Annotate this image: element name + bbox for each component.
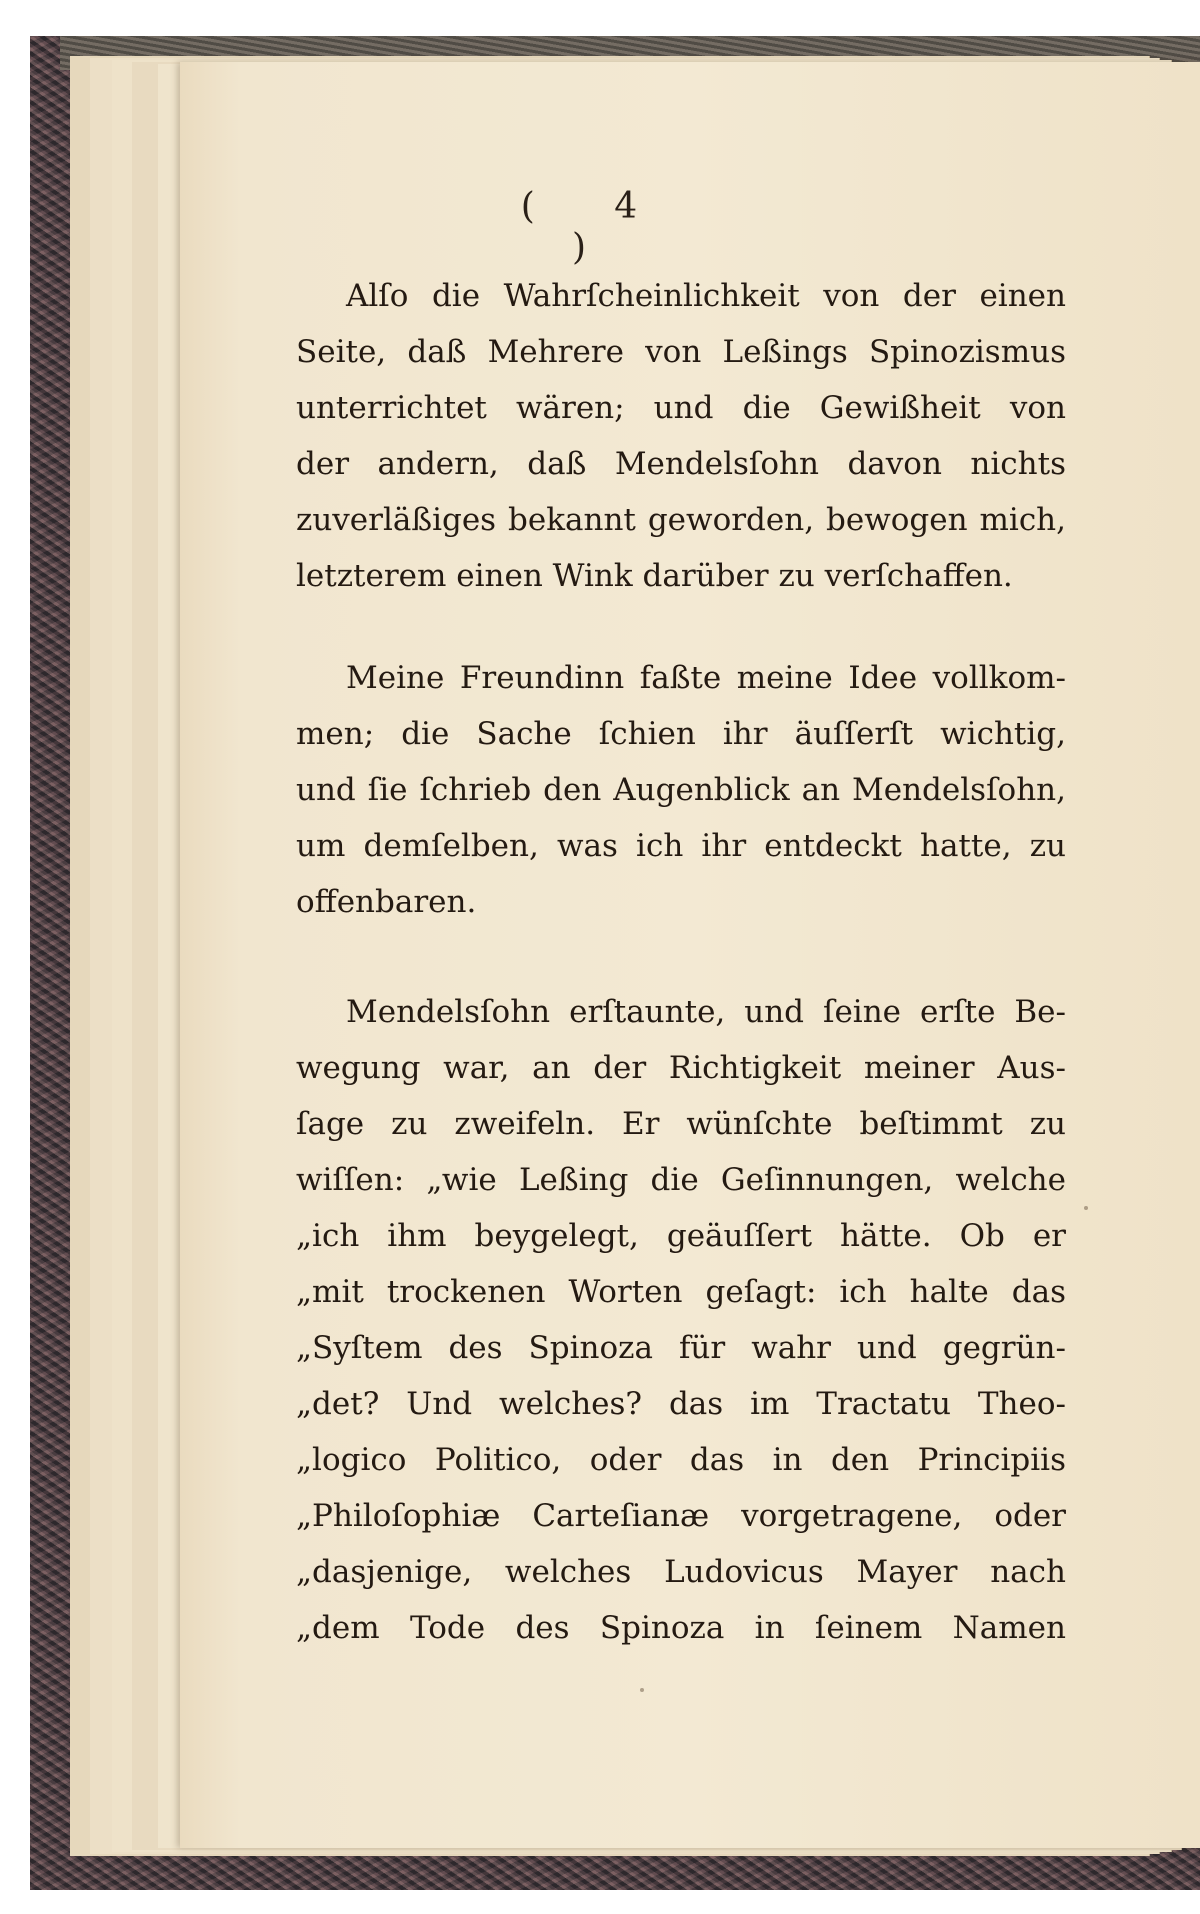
paragraph-3 bbox=[296, 984, 1066, 1656]
text-line: der andern, daß Mendelsſohn davon nichts bbox=[296, 446, 1066, 482]
text-line: „ich ihm beygelegt, geäuſſert hätte. Ob er bbox=[296, 1218, 1066, 1254]
text-line: Seite, daß Mehrere von Leßings Spinozismus bbox=[296, 334, 1066, 370]
text-line: Meine Freundinn faßte meine Idee vollkom- bbox=[346, 660, 1066, 696]
text-line: „Syſtem des Spinoza für wahr und gegrün- bbox=[296, 1330, 1066, 1366]
paragraph-2 bbox=[296, 650, 1066, 930]
page-number: ( 4 ) bbox=[520, 186, 672, 268]
text-line: „Philoſophiæ Carteſianæ vorgetragene, oder bbox=[296, 1498, 1066, 1534]
paper-speck bbox=[640, 1688, 644, 1692]
text-line: um demſelben, was ich ihr entdeckt hatte, zu bbox=[296, 828, 1066, 864]
text-line: zuverläßiges bekannt geworden, bewogen mich, bbox=[296, 502, 1066, 538]
text-line: Mendelsſohn erſtaunte, und ſeine erſte Be- bbox=[346, 994, 1066, 1030]
paper-speck bbox=[1084, 1206, 1088, 1210]
text-line: „dem Tode des Spinoza in ſeinem Namen bbox=[296, 1610, 1066, 1646]
text-line: wiſſen: „wie Leßing die Geſinnungen, welche bbox=[296, 1162, 1066, 1198]
paragraph-1 bbox=[296, 268, 1066, 604]
text-line: men; die Sache ſchien ihr äuſſerſt wichtig, bbox=[296, 716, 1066, 752]
text-line: Alſo die Wahrſcheinlichkeit von der einen bbox=[346, 278, 1066, 314]
text-line: unterrichtet wären; und die Gewißheit von bbox=[296, 390, 1066, 426]
text-line: und ſie ſchrieb den Augenblick an Mendelsſohn, bbox=[296, 772, 1066, 808]
text-line: „det? Und welches? das im Tractatu Theo- bbox=[296, 1386, 1066, 1422]
text-line: offenbaren. bbox=[296, 884, 477, 920]
text-line: wegung war, an der Richtigkeit meiner Aus- bbox=[296, 1050, 1066, 1086]
text-line: „dasjenige, welches Ludovicus Mayer nach bbox=[296, 1554, 1066, 1590]
text-line: „logico Politico, oder das in den Principiis bbox=[296, 1442, 1066, 1478]
text-line: letzterem einen Wink darüber zu verſchaffen. bbox=[296, 558, 1013, 594]
text-line: ſage zu zweifeln. Er wünſchte beſtimmt zu bbox=[296, 1106, 1066, 1142]
text-line: „mit trockenen Worten geſagt: ich halte das bbox=[296, 1274, 1066, 1310]
